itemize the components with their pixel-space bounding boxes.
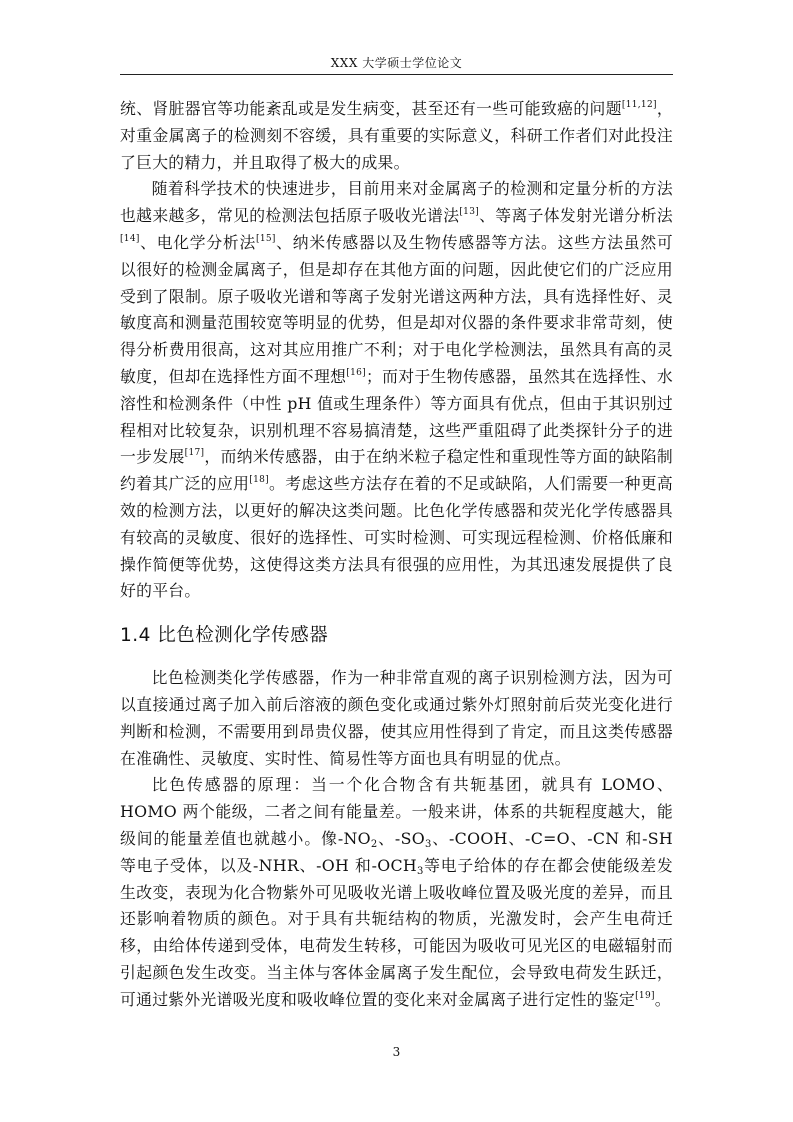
page-number: 3 [392, 1045, 401, 1059]
citation: [17] [184, 448, 205, 459]
text-run: 、-COOH、-C=O、-CN 和-SH 等电子受体，以及-NHR、-OH 和-OCH [120, 828, 674, 875]
text-run: ，而纳米传感器，由于在纳米粒子稳定性和重现性等方面的缺陷制约着其广泛的应用 [120, 447, 674, 494]
citation: [14] [120, 233, 140, 244]
subscript: 3 [424, 838, 432, 850]
paragraph-3: 比色检测类化学传感器，作为一种非常直观的离子识别检测方法，因为可以直接通过离子加入前后溶液的颜色变化或通过紫外灯照射前后荧光变化进行判断和检测，不需要用到昂贵仪器，使其应用性得到了肯定，而且这类传感器在准确性、灵敏度、实时性、简易性等方面也具有明显的优点。 [120, 668, 673, 768]
text-run: 等电子给体的存在都会使能级差发生改变，表现为化合物紫外可见吸收光谱上吸收峰位置及吸光度的差异，而且还影响着物质的颜色。对于具有共轭结构的物质，光激发时，会产生电荷迁移，由给体传递到受体，电荷发生转移，可能因为吸收可见光区的电磁辐射而引起颜色发生改变。当主体与客体金属离子发生配位，会导致电荷发生跃迁，可通过紫外光谱吸光度和吸收峰位置的变化来对金属离子进行定性的鉴定 [120, 855, 673, 1009]
citation: [15] [256, 233, 276, 244]
subscript: 2 [370, 838, 378, 850]
text-run: 、纳米传感器以及生物传感器等方法。这些方法虽然可以很好的检测金属离子，但是却存在其他方面的问题，因此使它们的广泛应用受到了限制。原子吸收光谱和等离子发射光谱这两种方法，具有选择性好、灵敏度高和测量范围较宽等明显的优势，但是却对仪器的条件要求非常苛刻，使得分析费用很高，这对其应用推广不利；对于电化学检测法，虽然具有高的灵敏度，但却在选择性方面不理想 [120, 232, 674, 386]
text-run: 、电化学分析法 [139, 232, 257, 252]
text-run: 。考虑这些方法存在着的不足或缺陷，人们需要一种更高效的检测方法，以更好的解决这类问题。比色化学传感器和荧光化学传感器具有较高的灵敏度、很好的选择性、可实时检测、可实现远程检测、价格低廉和操作简便等优势，这使得这类方法具有很强的应用性，为其迅速发展提供了良好的平台。 [120, 474, 673, 601]
text-run: 、-SO [377, 828, 425, 848]
citation: [13] [459, 207, 480, 218]
page-header: XXX 大学硕士学位论文 [330, 56, 463, 70]
text-run: ，对重金属离子的检测刻不容缓，具有重要的实际意义，科研工作者们对此投注了巨大的精力，并且取得了极大的成果。 [120, 99, 673, 172]
section-heading: 1.4 比色检测化学传感器 [120, 625, 329, 647]
paragraph-2 [120, 176, 673, 605]
citation: [18] [249, 475, 269, 486]
text-run: 随着科学技术的快速进步，目前用来对金属离子的检测和定量分析的方法也越来越多，常见的检测法包括原子吸收光谱法 [120, 179, 673, 226]
text-run: 统、肾脏器官等功能紊乱或是发生病变，甚至还有一些可能致癌的问题 [120, 99, 622, 118]
citation: [11,12] [621, 100, 657, 110]
citation: [16] [346, 367, 366, 378]
subscript: 3 [416, 865, 424, 877]
text-run: ；而对于生物传感器，虽然其在选择性、水溶性和检测条件（中性 pH 值或生理条件）等方面具有优点，但由于其识别过程相对比较复杂，识别机理不容易搞清楚，这些严重阻碍了此类探针分子的进一步发展 [120, 366, 673, 467]
body-text [120, 96, 673, 1014]
text-run: 。 [654, 989, 671, 1009]
text-run: 比色传感器的原理：当一个化合物含有共轭基团，就具有 LOMO、HOMO 两个能级，二者之间有能量差。一般来讲，体系的共轭程度越大，能级间的能量差值也就越小。像-NO [120, 775, 673, 848]
paragraph-1 [120, 96, 673, 176]
paragraph-4 [120, 772, 673, 1013]
text-run: 、等离子体发射光谱分析法 [479, 206, 673, 226]
citation: [19] [635, 990, 655, 1001]
header-rule [120, 74, 673, 75]
